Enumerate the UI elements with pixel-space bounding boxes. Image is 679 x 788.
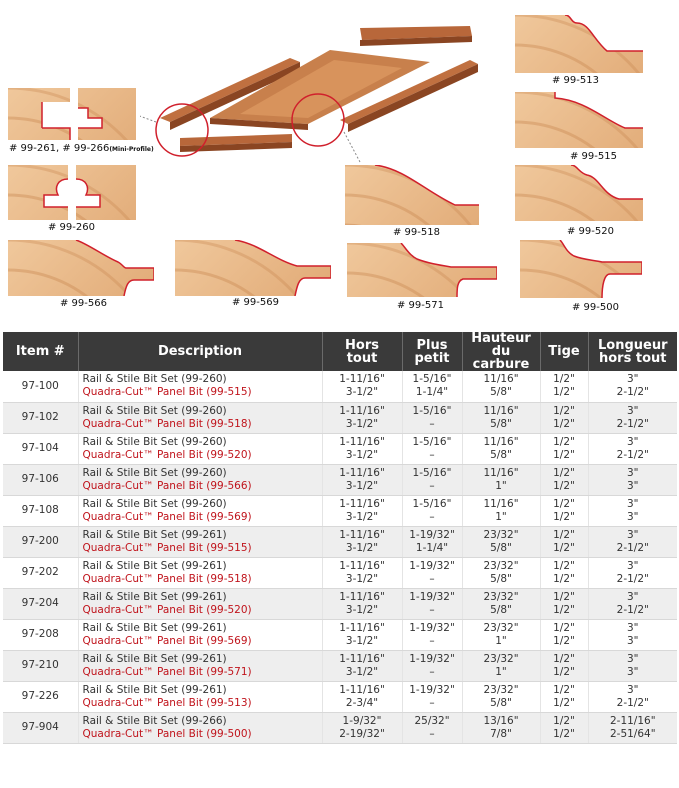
longueur-cell: 3" 3" [588, 495, 677, 526]
panel-bit-description: Quadra-Cut™ Panel Bit (99-566) [82, 479, 252, 492]
description-cell [78, 495, 322, 526]
profile-label-99-569: # 99-569 [232, 297, 279, 308]
profile-label-99-261: # 99-261, # 99-266(Mini-Profile) [9, 143, 154, 154]
profile-label-99-571: # 99-571 [397, 300, 444, 311]
tige-cell: 1/2" 1/2" [540, 588, 588, 619]
plus-petit-cell: 1-5/16" – [402, 433, 462, 464]
hors-tout-cell: 1-11/16" 3-1/2" [322, 433, 402, 464]
profile-99-520 [515, 165, 643, 221]
rail-stile-description: Rail & Stile Bit Set (99-260) [82, 373, 227, 386]
profile-99-518 [345, 165, 479, 225]
tige-cell: 1/2" 1/2" [540, 557, 588, 588]
tige-cell: 1/2" 1/2" [540, 371, 588, 402]
longueur-cell: 3" 2-1/2" [588, 433, 677, 464]
item-number: 97-106 [3, 464, 78, 495]
rail-stile-description: Rail & Stile Bit Set (99-261) [82, 621, 227, 634]
item-number: 97-104 [3, 433, 78, 464]
hauteur-carbure-cell: 11/16" 5/8" [462, 371, 540, 402]
item-number: 97-202 [3, 557, 78, 588]
description-cell [78, 588, 322, 619]
profile-99-569 [175, 240, 331, 296]
profile-99-515 [515, 92, 643, 148]
table-header-row [3, 332, 677, 371]
rail-stile-description: Rail & Stile Bit Set (99-260) [82, 404, 227, 417]
item-number: 97-904 [3, 712, 78, 743]
item-number: 97-204 [3, 588, 78, 619]
panel-bit-description: Quadra-Cut™ Panel Bit (99-513) [82, 696, 252, 709]
hors-tout-cell: 1-11/16" 3-1/2" [322, 588, 402, 619]
plus-petit-cell: 1-19/32" – [402, 650, 462, 681]
hauteur-carbure-cell: 23/32" 5/8" [462, 588, 540, 619]
header-hors-tout: Hors tout [322, 332, 402, 371]
profile-99-571 [347, 243, 497, 297]
profile-99-261 [8, 88, 136, 140]
hauteur-carbure-cell: 11/16" 5/8" [462, 433, 540, 464]
rail-stile-description: Rail & Stile Bit Set (99-261) [82, 559, 227, 572]
panel-bit-description: Quadra-Cut™ Panel Bit (99-571) [82, 665, 252, 678]
table-row [3, 557, 677, 588]
hors-tout-cell: 1-11/16" 3-1/2" [322, 650, 402, 681]
profile-label-99-260: # 99-260 [48, 222, 95, 233]
item-number: 97-226 [3, 681, 78, 712]
longueur-cell: 3" 2-1/2" [588, 588, 677, 619]
hauteur-carbure-cell: 13/16" 7/8" [462, 712, 540, 743]
profile-label-99-500: # 99-500 [572, 302, 619, 313]
item-number: 97-210 [3, 650, 78, 681]
longueur-cell: 3" 3" [588, 619, 677, 650]
specifications-table [3, 332, 677, 744]
longueur-cell: 3" 2-1/2" [588, 371, 677, 402]
rail-stile-description: Rail & Stile Bit Set (99-266) [82, 714, 227, 727]
table-row [3, 495, 677, 526]
longueur-cell: 3" 2-1/2" [588, 402, 677, 433]
tige-cell: 1/2" 1/2" [540, 464, 588, 495]
panel-bit-description: Quadra-Cut™ Panel Bit (99-520) [82, 603, 252, 616]
header-hauteur-du-carbure: Hauteur du carbure [462, 332, 540, 371]
table-row [3, 712, 677, 743]
description-cell [78, 681, 322, 712]
hauteur-carbure-cell: 23/32" 5/8" [462, 557, 540, 588]
hauteur-carbure-cell: 23/32" 1" [462, 619, 540, 650]
plus-petit-cell: 25/32" – [402, 712, 462, 743]
header-description: Description [78, 332, 322, 371]
table-row [3, 433, 677, 464]
tige-cell: 1/2" 1/2" [540, 619, 588, 650]
longueur-cell: 2-11/16" 2-51/64" [588, 712, 677, 743]
rail-stile-description: Rail & Stile Bit Set (99-261) [82, 528, 227, 541]
profile-label-99-518: # 99-518 [393, 227, 440, 238]
hors-tout-cell: 1-11/16" 2-3/4" [322, 681, 402, 712]
description-cell [78, 464, 322, 495]
profile-illustrations [0, 0, 679, 330]
hauteur-carbure-cell: 23/32" 5/8" [462, 526, 540, 557]
panel-bit-description: Quadra-Cut™ Panel Bit (99-569) [82, 634, 252, 647]
hors-tout-cell: 1-11/16" 3-1/2" [322, 495, 402, 526]
description-cell [78, 526, 322, 557]
header-plus-petit: Plus petit [402, 332, 462, 371]
hors-tout-cell: 1-9/32" 2-19/32" [322, 712, 402, 743]
profile-99-566 [8, 240, 154, 296]
profile-label-99-520: # 99-520 [567, 226, 614, 237]
item-number: 97-200 [3, 526, 78, 557]
panel-bit-description: Quadra-Cut™ Panel Bit (99-569) [82, 510, 252, 523]
plus-petit-cell: 1-19/32" – [402, 681, 462, 712]
panel-bit-description: Quadra-Cut™ Panel Bit (99-520) [82, 448, 252, 461]
hauteur-carbure-cell: 11/16" 1" [462, 495, 540, 526]
hors-tout-cell: 1-11/16" 3-1/2" [322, 619, 402, 650]
header-tige: Tige [540, 332, 588, 371]
description-cell [78, 557, 322, 588]
profile-label-99-515: # 99-515 [570, 151, 617, 162]
description-cell [78, 402, 322, 433]
header-item: Item # [3, 332, 78, 371]
rail-stile-description: Rail & Stile Bit Set (99-260) [82, 497, 227, 510]
panel-bit-description: Quadra-Cut™ Panel Bit (99-500) [82, 727, 252, 740]
hauteur-carbure-cell: 11/16" 1" [462, 464, 540, 495]
tige-cell: 1/2" 1/2" [540, 526, 588, 557]
rail-stile-description: Rail & Stile Bit Set (99-261) [82, 652, 227, 665]
plus-petit-cell: 1-19/32" 1-1/4" [402, 526, 462, 557]
longueur-cell: 3" 2-1/2" [588, 557, 677, 588]
tige-cell: 1/2" 1/2" [540, 433, 588, 464]
longueur-cell: 3" 2-1/2" [588, 681, 677, 712]
profile-99-500 [520, 240, 642, 298]
panel-bit-description: Quadra-Cut™ Panel Bit (99-515) [82, 541, 252, 554]
description-cell [78, 650, 322, 681]
tige-cell: 1/2" 1/2" [540, 650, 588, 681]
rail-stile-description: Rail & Stile Bit Set (99-260) [82, 435, 227, 448]
description-cell [78, 619, 322, 650]
plus-petit-cell: 1-5/16" – [402, 495, 462, 526]
longueur-cell: 3" 3" [588, 650, 677, 681]
hors-tout-cell: 1-11/16" 3-1/2" [322, 371, 402, 402]
description-cell [78, 712, 322, 743]
plus-petit-cell: 1-5/16" – [402, 402, 462, 433]
description-cell [78, 433, 322, 464]
description-cell [78, 371, 322, 402]
item-number: 97-108 [3, 495, 78, 526]
panel-bit-description: Quadra-Cut™ Panel Bit (99-518) [82, 572, 252, 585]
hauteur-carbure-cell: 23/32" 5/8" [462, 681, 540, 712]
table-row [3, 371, 677, 402]
table-row [3, 650, 677, 681]
panel-bit-description: Quadra-Cut™ Panel Bit (99-515) [82, 386, 252, 399]
profile-label-99-566: # 99-566 [60, 298, 107, 309]
profile-99-513 [515, 15, 643, 73]
rail-stile-description: Rail & Stile Bit Set (99-260) [82, 466, 227, 479]
panel-bit-description: Quadra-Cut™ Panel Bit (99-518) [82, 417, 252, 430]
table-row [3, 588, 677, 619]
profile-99-260 [8, 165, 136, 220]
table-row [3, 464, 677, 495]
table-row [3, 619, 677, 650]
longueur-cell: 3" 2-1/2" [588, 526, 677, 557]
hauteur-carbure-cell: 11/16" 5/8" [462, 402, 540, 433]
hors-tout-cell: 1-11/16" 3-1/2" [322, 464, 402, 495]
tige-cell: 1/2" 1/2" [540, 402, 588, 433]
plus-petit-cell: 1-5/16" – [402, 464, 462, 495]
plus-petit-cell: 1-5/16" 1-1/4" [402, 371, 462, 402]
tige-cell: 1/2" 1/2" [540, 495, 588, 526]
rail-stile-description: Rail & Stile Bit Set (99-261) [82, 590, 227, 603]
hors-tout-cell: 1-11/16" 3-1/2" [322, 557, 402, 588]
plus-petit-cell: 1-19/32" – [402, 588, 462, 619]
tige-cell: 1/2" 1/2" [540, 681, 588, 712]
table-row [3, 402, 677, 433]
plus-petit-cell: 1-19/32" – [402, 557, 462, 588]
hauteur-carbure-cell: 23/32" 1" [462, 650, 540, 681]
table-row [3, 526, 677, 557]
hors-tout-cell: 1-11/16" 3-1/2" [322, 526, 402, 557]
item-number: 97-100 [3, 371, 78, 402]
item-number: 97-208 [3, 619, 78, 650]
plus-petit-cell: 1-19/32" – [402, 619, 462, 650]
header-longueur-hors-tout: Longueur hors tout [588, 332, 677, 371]
door-assembly-illustration [140, 22, 488, 170]
longueur-cell: 3" 3" [588, 464, 677, 495]
hors-tout-cell: 1-11/16" 3-1/2" [322, 402, 402, 433]
tige-cell: 1/2" 1/2" [540, 712, 588, 743]
item-number: 97-102 [3, 402, 78, 433]
rail-stile-description: Rail & Stile Bit Set (99-261) [82, 683, 227, 696]
profile-label-99-513: # 99-513 [552, 75, 599, 86]
table-row [3, 681, 677, 712]
